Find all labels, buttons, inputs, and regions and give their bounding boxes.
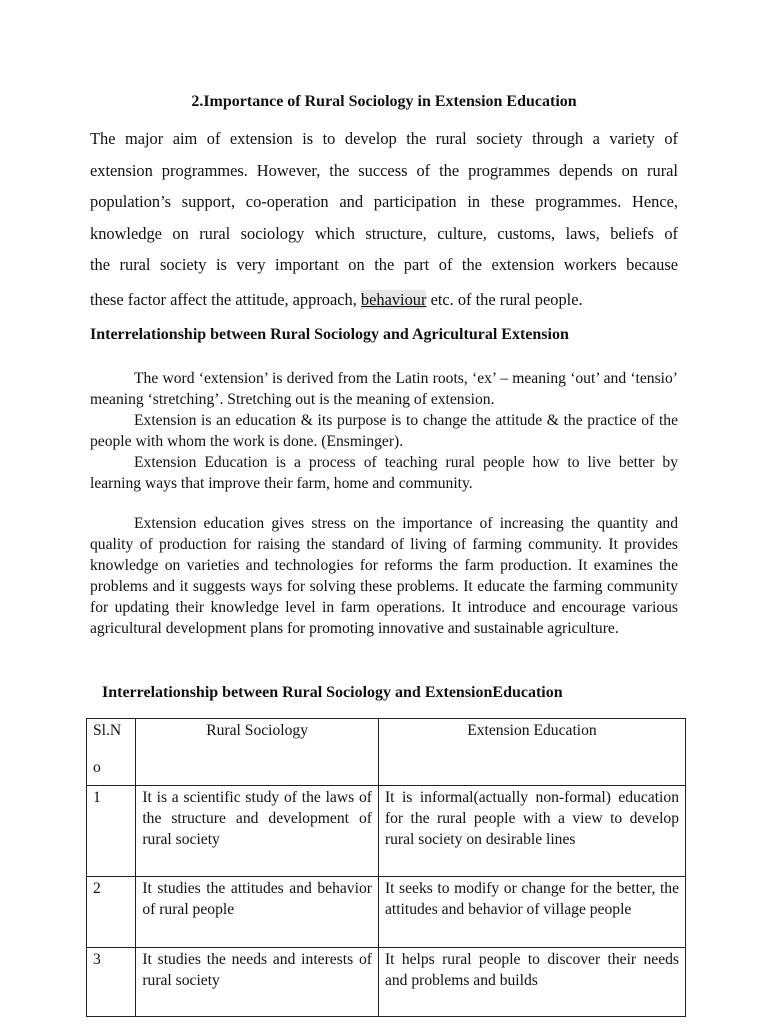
section-heading-extension-education: Interrelationship between Rural Sociology and ExtensionEducation: [102, 684, 563, 701]
paragraph-extension-purpose: Extension is an education & its purpose is to change the attitude & the practice of the people with whom the work is done. (Ensminger).: [90, 411, 678, 450]
header-slno: [87, 719, 136, 786]
intro-line: knowledge on rural sociology which structure, culture, customs, laws, beliefs of: [90, 223, 678, 243]
comparison-table: [86, 718, 686, 1017]
header-slno-line2: o: [93, 758, 101, 776]
highlighted-word: behaviour: [360, 290, 427, 309]
paragraph-extension-stress: Extension education gives stress on the importance of increasing the quantity and quality of production for raising the standard of living of farming community. It provides knowledge on varieties and technologies for reforms the farm production. It examines the problems and it suggests ways for solving these problems. It educate the farming community for updating their knowledge level in farm operations. It introduce and encourage various agricultural development plans for promoting innovative and sustainable agriculture.: [90, 515, 678, 637]
cell-rural-sociology: It studies the attitudes and behavior of rural people: [136, 876, 379, 947]
cell-extension-education: It helps rural people to discover their needs and problems and builds: [378, 947, 685, 1016]
cell-rural-sociology: It studies the needs and interests of rural society: [136, 947, 379, 1016]
cell-number: 2: [87, 876, 136, 947]
intro-line: population’s support, co-operation and participation in these programmes. Hence,: [90, 192, 678, 211]
table-row: [87, 876, 686, 947]
header-rural-sociology: Rural Sociology: [136, 719, 379, 786]
header-extension-education: Extension Education: [378, 719, 685, 786]
table-row: [87, 947, 686, 1016]
table-row: [87, 785, 686, 876]
definitions-block: [90, 369, 678, 494]
table-header-row: [87, 719, 686, 786]
header-slno-line1: Sl.N: [93, 722, 122, 739]
paragraph-extension-education: Extension Education is a process of teaching rural people how to live better by learning ways that improve their farm, home and community.: [90, 453, 678, 492]
cell-number: 3: [87, 947, 136, 1016]
page-title: 2.Importance of Rural Sociology in Extension Education: [191, 93, 577, 110]
intro-last-line-end: etc. of the rural people.: [426, 290, 583, 309]
intro-line: The major aim of extension is to develop the rural society through a variety of: [90, 129, 678, 148]
intro-last-line-start: these factor affect the attitude, approach,: [90, 290, 361, 309]
cell-extension-education: It is informal(actually non-formal) education for the rural people with a view to develop rural society on desirable lines: [378, 785, 685, 876]
paragraph-extension-etymology: The word ‘extension’ is derived from the Latin roots, ‘ex’ – meaning ‘out’ and ‘tensio’ meaning ‘stretching’. Stretching out is the meaning of extension.: [90, 370, 678, 408]
section-heading-agricultural-extension: Interrelationship between Rural Sociology and Agricultural Extension: [90, 326, 569, 343]
stress-block: [90, 514, 678, 639]
intro-line: extension programmes. However, the success of the programmes depends on rural: [90, 160, 678, 180]
intro-line: the rural society is very important on the part of the extension workers because: [90, 255, 678, 274]
cell-rural-sociology: It is a scientific study of the laws of the structure and development of rural society: [136, 785, 379, 876]
cell-number: 1: [87, 785, 136, 876]
intro-paragraph: [90, 123, 678, 281]
cell-extension-education: It seeks to modify or change for the better, the attitudes and behavior of village people: [378, 876, 685, 947]
intro-last-line: [90, 290, 678, 310]
